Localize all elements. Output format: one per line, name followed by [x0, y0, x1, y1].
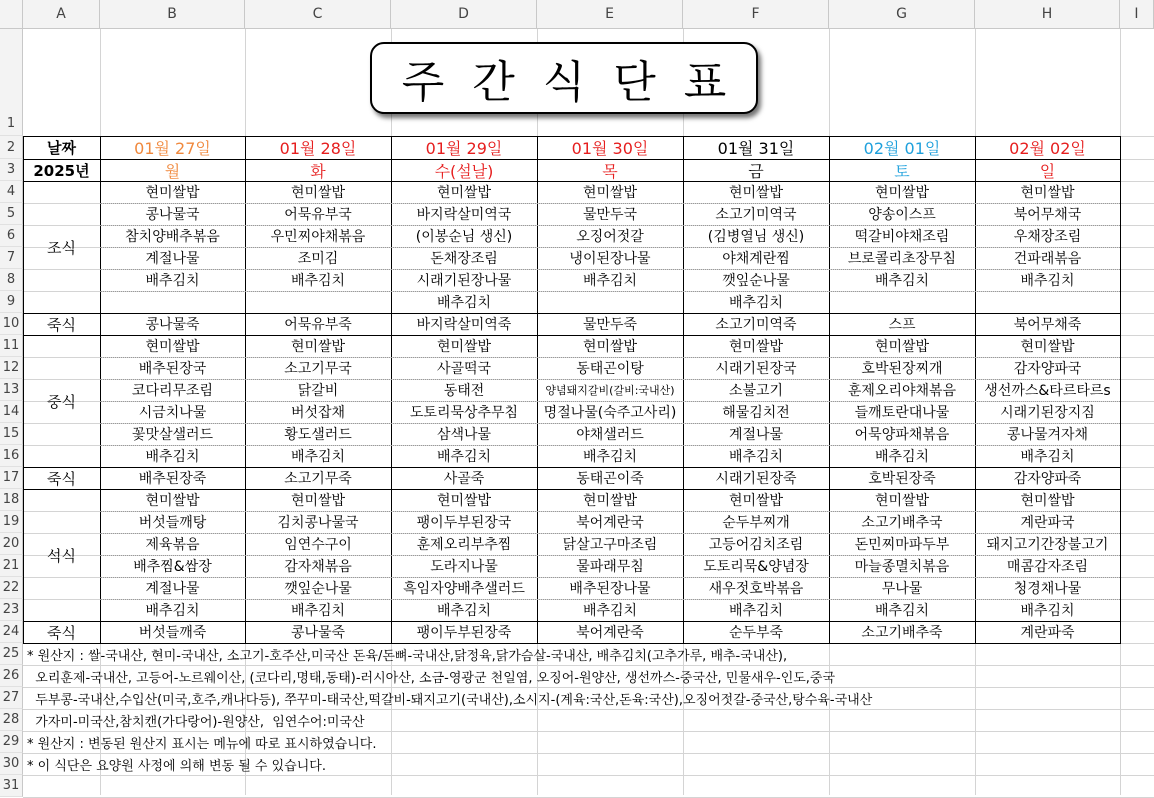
menu-item-cell[interactable]: 황도샐러드: [284, 427, 352, 443]
menu-item-cell[interactable]: 시금치나물: [138, 405, 207, 421]
weekday-cell[interactable]: 일: [1039, 161, 1056, 181]
column-header[interactable]: F: [683, 0, 829, 29]
porridge-item-cell[interactable]: 배추된장죽: [138, 471, 207, 487]
row-header[interactable]: 7: [0, 247, 23, 269]
menu-item-cell[interactable]: (김병열님 생신): [707, 229, 805, 245]
menu-item-cell[interactable]: 배추김치: [582, 603, 638, 619]
menu-item-cell[interactable]: 돈민찌마파두부: [854, 537, 950, 553]
menu-item-cell[interactable]: 닭갈비: [297, 383, 339, 399]
menu-item-cell[interactable]: 배추된장나물: [569, 581, 651, 597]
menu-item-cell[interactable]: 깻잎순나물: [284, 581, 352, 597]
date-cell[interactable]: 02월 02일: [1009, 139, 1086, 158]
menu-item-cell[interactable]: 배추김치: [728, 449, 784, 465]
row-header[interactable]: 13: [0, 379, 23, 401]
porridge-item-cell[interactable]: 호박된장죽: [868, 471, 936, 487]
year-label-cell[interactable]: 2025년: [33, 161, 90, 180]
menu-item-cell[interactable]: 현미쌀밥: [1020, 493, 1075, 509]
menu-item-cell[interactable]: 제육볶음: [145, 537, 200, 553]
menu-item-cell[interactable]: 배추김치: [290, 273, 346, 289]
weekday-cell[interactable]: 화: [310, 161, 326, 181]
row-header[interactable]: 26: [0, 665, 23, 687]
origin-note-line[interactable]: 가자미-미국산,참치캔(가다랑어)-원양산, 임연수어:미국산: [27, 714, 365, 730]
menu-item-cell[interactable]: 계절나물: [728, 427, 784, 443]
menu-item-cell[interactable]: 무나물: [881, 581, 923, 597]
porridge-item-cell[interactable]: 북어계란죽: [576, 625, 644, 641]
menu-item-cell[interactable]: (이봉순님 생신): [415, 229, 513, 245]
meal-label-cell[interactable]: 중식: [47, 392, 76, 411]
menu-item-cell[interactable]: 소고기무국: [284, 361, 352, 377]
row-header[interactable]: 29: [0, 731, 23, 753]
menu-item-cell[interactable]: 버섯잡채: [290, 405, 346, 421]
row-header[interactable]: 2: [0, 136, 23, 159]
menu-item-cell[interactable]: 팽이두부된장국: [416, 515, 512, 531]
row-header[interactable]: 19: [0, 511, 23, 533]
menu-item-cell[interactable]: 북어무채국: [1013, 207, 1082, 223]
menu-item-cell[interactable]: 배추김치: [582, 273, 638, 289]
menu-item-cell[interactable]: 배추김치: [436, 603, 492, 619]
dotted-row-divider: [100, 291, 1120, 292]
menu-item-cell[interactable]: 현미쌀밥: [436, 185, 492, 201]
porridge-item-cell[interactable]: 계란파죽: [1020, 625, 1075, 641]
menu-item-cell[interactable]: 현미쌀밥: [582, 493, 638, 509]
menu-item-cell[interactable]: 현미쌀밥: [145, 493, 200, 509]
porridge-item-cell[interactable]: 동태곤이죽: [576, 471, 644, 487]
menu-item-cell[interactable]: 고등어김치조림: [708, 537, 804, 553]
menu-item-cell[interactable]: 배추김치: [290, 449, 346, 465]
menu-item-cell[interactable]: 도토리묵상추무침: [409, 405, 519, 421]
meal-label-cell[interactable]: 조식: [47, 238, 76, 257]
menu-item-cell[interactable]: 호박된장찌개: [861, 361, 943, 377]
menu-item-cell[interactable]: 계란파국: [1020, 515, 1075, 531]
row-header[interactable]: 1: [0, 29, 23, 136]
date-cell[interactable]: 01월 30일: [571, 139, 649, 158]
row-header[interactable]: 11: [0, 335, 23, 357]
column-header[interactable]: C: [245, 0, 391, 29]
date-cell[interactable]: 01월 28일: [279, 139, 357, 158]
row-header[interactable]: 15: [0, 423, 23, 445]
row-header[interactable]: 27: [0, 687, 23, 709]
menu-item-cell[interactable]: 배추김치: [728, 603, 784, 619]
origin-note-line[interactable]: 두부콩-국내산,수입산(미국,호주,캐나다등), 쭈꾸미-태국산,떡갈비-돼지고기(국내산),소시지-(계육:국산,돈육:국산),오징어젓갈-중국산,탕수육-국내산: [27, 692, 873, 708]
menu-item-cell[interactable]: 콩나물겨자채: [1006, 427, 1089, 443]
row-header[interactable]: 12: [0, 357, 23, 379]
row-header[interactable]: 6: [0, 225, 23, 247]
menu-item-cell[interactable]: 감자채볶음: [284, 559, 352, 575]
menu-item-cell[interactable]: 훈제오리부추찜: [416, 537, 512, 553]
row-header[interactable]: 9: [0, 291, 23, 313]
row-header[interactable]: 22: [0, 577, 23, 599]
porridge-item-cell[interactable]: 바지락살미역죽: [416, 317, 512, 333]
menu-item-cell[interactable]: 시래기된장국: [715, 361, 797, 377]
menu-item-cell[interactable]: 꽃맛살샐러드: [131, 427, 214, 443]
menu-item-cell[interactable]: 콩나물국: [145, 207, 200, 223]
origin-note-line[interactable]: 오리훈제-국내산, 고등어-노르웨이산, (코다리,명태,동태)-러시아산, 소금-영광군 천일염, 오징어-원양산, 생선까스-중국산, 민물새우-인도,중국: [27, 670, 836, 686]
row-header[interactable]: 4: [0, 181, 23, 203]
row-header[interactable]: 24: [0, 621, 23, 643]
menu-item-cell[interactable]: 닭살고구마조림: [562, 537, 658, 553]
menu-item-cell[interactable]: 배추김치: [1020, 603, 1075, 619]
menu-item-cell[interactable]: 동태전: [443, 383, 485, 399]
row-header[interactable]: 25: [0, 643, 23, 665]
menu-item-cell[interactable]: 매콤감자조림: [1006, 559, 1089, 575]
menu-item-cell[interactable]: 양송이스프: [868, 207, 936, 223]
column-header[interactable]: E: [537, 0, 683, 29]
porridge-item-cell[interactable]: 콩나물죽: [290, 625, 346, 641]
menu-item-cell[interactable]: 야채샐러드: [576, 427, 644, 443]
menu-item-cell[interactable]: 현미쌀밥: [290, 493, 346, 509]
porridge-item-cell[interactable]: 소고기미역죽: [715, 317, 797, 333]
menu-item-cell[interactable]: 현미쌀밥: [436, 339, 492, 355]
menu-item-cell[interactable]: 현미쌀밥: [728, 339, 784, 355]
column-header[interactable]: D: [391, 0, 537, 29]
menu-item-cell[interactable]: 현미쌀밥: [874, 339, 930, 355]
column-header[interactable]: I: [1120, 0, 1154, 29]
menu-item-cell[interactable]: 배추김치: [728, 295, 784, 311]
menu-item-cell[interactable]: 청경채나물: [1013, 581, 1082, 597]
weekday-cell[interactable]: 토: [894, 161, 910, 181]
menu-item-cell[interactable]: 배추김치: [1020, 449, 1075, 465]
menu-item-cell[interactable]: 시래기된장지짐: [1000, 405, 1095, 421]
menu-item-cell[interactable]: 들깨토란대나물: [854, 405, 950, 421]
menu-item-cell[interactable]: 바지락살미역국: [416, 207, 512, 223]
menu-item-cell[interactable]: 현미쌀밥: [874, 493, 930, 509]
menu-item-cell[interactable]: 브로콜리초장무침: [847, 251, 957, 267]
column-header[interactable]: A: [23, 0, 100, 29]
page-title: 주간식단표: [370, 42, 758, 114]
porridge-item-cell[interactable]: 스프: [888, 317, 916, 333]
date-cell[interactable]: 01월 29일: [425, 139, 503, 158]
menu-item-cell[interactable]: 떡갈비야채조림: [854, 229, 950, 245]
menu-item-cell[interactable]: 물파래무침: [576, 559, 644, 575]
row-header[interactable]: 16: [0, 445, 23, 467]
porridge-item-cell[interactable]: 감자양파죽: [1013, 471, 1082, 487]
row-header[interactable]: 18: [0, 489, 23, 511]
row-header[interactable]: 21: [0, 555, 23, 577]
row-header[interactable]: 3: [0, 159, 23, 181]
menu-item-cell[interactable]: 어묵유부국: [284, 207, 352, 223]
menu-item-cell[interactable]: 현미쌀밥: [145, 339, 200, 355]
porridge-item-cell[interactable]: 콩나물죽: [145, 317, 200, 333]
menu-item-cell[interactable]: 현미쌀밥: [728, 185, 784, 201]
menu-item-cell[interactable]: 삼색나물: [436, 427, 492, 443]
menu-item-cell[interactable]: 우채장조림: [1013, 229, 1082, 245]
column-header[interactable]: H: [975, 0, 1120, 29]
menu-item-cell[interactable]: 배추김치: [145, 273, 200, 289]
menu-item-cell[interactable]: 코다리무조림: [131, 383, 214, 399]
menu-item-cell[interactable]: 냉이된장나물: [569, 251, 651, 267]
menu-item-cell[interactable]: 깻잎순나물: [722, 273, 790, 289]
menu-item-cell[interactable]: 참치양배추볶음: [125, 229, 220, 245]
porridge-item-cell[interactable]: 물만두죽: [582, 317, 638, 333]
porridge-item-cell[interactable]: 소고기배추죽: [861, 625, 943, 641]
menu-item-cell[interactable]: 임연수구이: [284, 537, 352, 553]
menu-item-cell[interactable]: 계절나물: [145, 581, 200, 597]
meal-label-cell[interactable]: 석식: [47, 546, 76, 565]
porridge-item-cell[interactable]: 사골죽: [443, 471, 485, 487]
menu-item-cell[interactable]: 배추김치: [145, 449, 200, 465]
weekday-cell[interactable]: 수(설날): [434, 161, 494, 181]
menu-item-cell[interactable]: 계절나물: [145, 251, 200, 267]
menu-item-cell[interactable]: 도토리묵&양념장: [703, 559, 809, 575]
meal-label-cell[interactable]: 죽식: [47, 623, 76, 642]
column-header[interactable]: G: [829, 0, 975, 29]
menu-item-cell[interactable]: 배추김치: [874, 603, 930, 619]
menu-item-cell[interactable]: 소고기배추국: [861, 515, 943, 531]
menu-item-cell[interactable]: 시래기된장나물: [416, 273, 512, 289]
menu-item-cell[interactable]: 배추김치: [1020, 273, 1075, 289]
menu-item-cell[interactable]: 현미쌀밥: [1020, 185, 1075, 201]
row-header[interactable]: 31: [0, 775, 23, 797]
menu-item-cell[interactable]: 현미쌀밥: [874, 185, 930, 201]
select-all-corner[interactable]: [0, 0, 23, 29]
row-header[interactable]: 5: [0, 203, 23, 225]
table-border: [1120, 136, 1121, 643]
porridge-item-cell[interactable]: 순두부죽: [728, 625, 784, 641]
menu-item-cell[interactable]: 명절나물(숙주고사리): [543, 405, 677, 421]
menu-item-cell[interactable]: 배추김치: [436, 449, 492, 465]
menu-item-cell[interactable]: 도라지나물: [430, 559, 498, 575]
porridge-item-cell[interactable]: 북어무채죽: [1013, 317, 1082, 333]
menu-item-cell[interactable]: 현미쌀밥: [145, 185, 200, 201]
menu-item-cell[interactable]: 양념돼지갈비(갈비:국내산): [545, 384, 675, 397]
row-header[interactable]: 8: [0, 269, 23, 291]
menu-item-cell[interactable]: 흑임자양배추샐러드: [403, 581, 525, 597]
date-cell[interactable]: 01월 27일: [134, 139, 211, 158]
menu-item-cell[interactable]: 해물김치전: [722, 405, 790, 421]
date-cell[interactable]: 01월 31일: [717, 139, 795, 158]
menu-item-cell[interactable]: 현미쌀밥: [728, 493, 784, 509]
porridge-item-cell[interactable]: 어묵유부죽: [284, 317, 352, 333]
menu-item-cell[interactable]: 현미쌀밥: [436, 493, 492, 509]
menu-item-cell[interactable]: 현미쌀밥: [290, 339, 346, 355]
menu-item-cell[interactable]: 버섯들깨탕: [138, 515, 207, 531]
menu-item-cell[interactable]: 돼지고기간장불고기: [986, 537, 1109, 553]
date-cell[interactable]: 02월 01일: [863, 139, 941, 158]
menu-item-cell[interactable]: 새우젓호박볶음: [708, 581, 804, 597]
menu-item-cell[interactable]: 소고기미역국: [715, 207, 797, 223]
row-header[interactable]: 17: [0, 467, 23, 489]
menu-item-cell[interactable]: 어묵양파채볶음: [854, 427, 950, 443]
menu-item-cell[interactable]: 배추김치: [436, 295, 492, 311]
menu-item-cell[interactable]: 김치콩나물국: [277, 515, 359, 531]
menu-item-cell[interactable]: 우민찌야채볶음: [270, 229, 366, 245]
menu-item-cell[interactable]: 배추김치: [874, 273, 930, 289]
menu-item-cell[interactable]: 마늘종멸치볶음: [854, 559, 950, 575]
menu-item-cell[interactable]: 배추된장국: [138, 361, 207, 377]
menu-item-cell[interactable]: 생선까스&타르타르s: [984, 383, 1111, 399]
menu-item-cell[interactable]: 현미쌀밥: [582, 185, 638, 201]
weekday-cell[interactable]: 금: [748, 161, 764, 181]
menu-item-cell[interactable]: 배추김치: [582, 449, 638, 465]
row-header[interactable]: 30: [0, 753, 23, 775]
menu-item-cell[interactable]: 훈제오리야채볶음: [847, 383, 957, 399]
porridge-item-cell[interactable]: 시래기된장죽: [715, 471, 797, 487]
menu-item-cell[interactable]: 현미쌀밥: [582, 339, 638, 355]
meal-label-cell[interactable]: 죽식: [47, 469, 76, 488]
porridge-item-cell[interactable]: 버섯들깨죽: [138, 625, 207, 641]
column-header[interactable]: B: [100, 0, 245, 29]
row-header[interactable]: 14: [0, 401, 23, 423]
row-header[interactable]: 20: [0, 533, 23, 555]
porridge-item-cell[interactable]: 팽이두부된장죽: [416, 625, 512, 641]
origin-note-line[interactable]: * 이 식단은 요양원 사정에 의해 변동 될 수 있습니다.: [27, 758, 326, 774]
menu-item-cell[interactable]: 현미쌀밥: [1020, 339, 1075, 355]
menu-item-cell[interactable]: 현미쌀밥: [290, 185, 346, 201]
grid-row-line: [23, 775, 1154, 776]
menu-item-cell[interactable]: 야채계란찜: [722, 251, 790, 267]
menu-item-cell[interactable]: 순두부찌개: [722, 515, 790, 531]
menu-item-cell[interactable]: 돈채장조림: [430, 251, 498, 267]
menu-item-cell[interactable]: 동태곤이탕: [576, 361, 644, 377]
menu-item-cell[interactable]: 배추김치: [145, 603, 200, 619]
origin-note-line[interactable]: * 원산지 : 변동된 원산지 표시는 메뉴에 따로 표시하였습니다.: [27, 736, 377, 752]
menu-item-cell[interactable]: 소불고기: [728, 383, 784, 399]
menu-item-cell[interactable]: 배추김치: [290, 603, 346, 619]
origin-note-line[interactable]: * 원산지 : 쌀-국내산, 현미-국내산, 소고기-호주산,미국산 돈육/돈뼈-국내산,닭정육,닭가슴살-국내산, 배추김치(고추가루, 배추-국내산),: [27, 648, 788, 664]
menu-item-cell[interactable]: 북어계란국: [576, 515, 644, 531]
weekday-cell[interactable]: 월: [164, 161, 181, 181]
menu-item-cell[interactable]: 오징어젓갈: [576, 229, 644, 245]
row-header[interactable]: 10: [0, 313, 23, 335]
menu-item-cell[interactable]: 물만두국: [582, 207, 638, 223]
menu-item-cell[interactable]: 사골떡국: [436, 361, 492, 377]
menu-item-cell[interactable]: 배추김치: [874, 449, 930, 465]
date-label-cell[interactable]: 날짜: [47, 139, 76, 157]
menu-item-cell[interactable]: 감자양파국: [1013, 361, 1082, 377]
row-header[interactable]: 23: [0, 599, 23, 621]
porridge-item-cell[interactable]: 소고기무죽: [284, 471, 352, 487]
meal-label-cell[interactable]: 죽식: [47, 315, 76, 334]
menu-item-cell[interactable]: 배추찜&쌈장: [133, 559, 212, 575]
menu-item-cell[interactable]: 건파래볶음: [1013, 251, 1082, 267]
weekday-cell[interactable]: 목: [602, 161, 618, 181]
row-header[interactable]: 28: [0, 709, 23, 731]
menu-item-cell[interactable]: 조미김: [297, 251, 339, 267]
